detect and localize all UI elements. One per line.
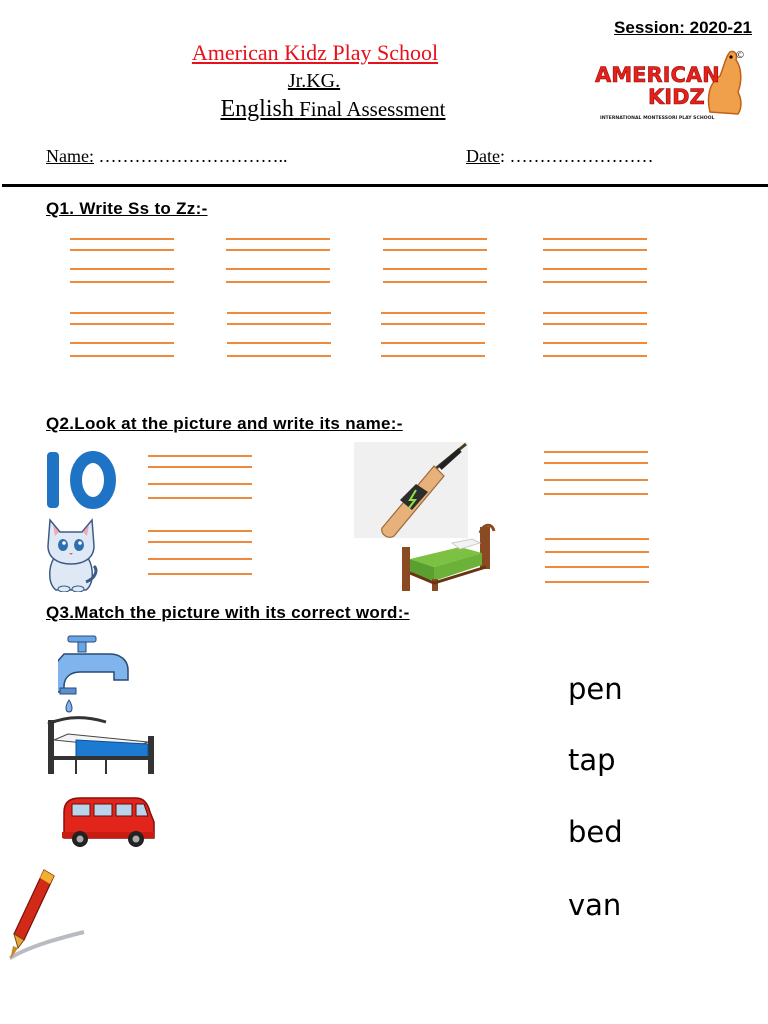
header-divider xyxy=(2,184,768,187)
grade-label: Jr.KG. xyxy=(287,70,341,92)
name-label: Name: xyxy=(46,146,94,166)
name-field xyxy=(46,146,287,167)
logo-mark: © xyxy=(735,50,745,61)
date-dots: : …………………… xyxy=(499,146,654,166)
assessment-label: Final Assessment xyxy=(299,97,446,121)
school-name: American Kidz Play School xyxy=(191,40,439,65)
number-ten-picture xyxy=(44,448,120,512)
q1-title: Q1. Write Ss to Zz:- xyxy=(46,199,208,218)
writing-lines xyxy=(70,312,174,360)
writing-lines xyxy=(226,238,330,286)
writing-lines xyxy=(543,312,647,360)
school-logo xyxy=(592,46,752,122)
q2-title: Q2.Look at the picture and write its name:- xyxy=(46,414,403,433)
q3-title: Q3.Match the picture with its correct word:- xyxy=(46,603,410,622)
writing-lines xyxy=(70,238,174,286)
pen-picture xyxy=(0,866,86,962)
cat-picture xyxy=(44,512,98,592)
writing-lines xyxy=(148,455,252,503)
assessment-title xyxy=(150,96,516,123)
date-field xyxy=(466,146,654,167)
bed-picture-blue xyxy=(46,714,156,776)
date-label: Date xyxy=(466,146,500,166)
bed-picture xyxy=(400,521,496,593)
match-word-van: van xyxy=(568,888,622,922)
name-dots: ………………………….. xyxy=(93,146,288,166)
tap-picture xyxy=(58,632,132,716)
writing-lines xyxy=(227,312,331,360)
writing-lines xyxy=(148,530,252,578)
writing-lines xyxy=(545,538,649,586)
match-word-pen: pen xyxy=(568,672,623,706)
logo-text-line2: KIDZ xyxy=(648,85,705,109)
logo-text-line1: AMERICAN xyxy=(595,63,720,87)
subject-label: English xyxy=(220,96,294,122)
writing-lines xyxy=(383,238,487,286)
match-word-bed: bed xyxy=(568,815,623,849)
writing-lines xyxy=(381,312,485,360)
van-picture xyxy=(60,794,156,850)
writing-lines xyxy=(543,238,647,286)
session-label: Session: 2020-21 xyxy=(614,18,752,37)
match-word-tap: tap xyxy=(568,743,616,777)
writing-lines xyxy=(544,451,648,499)
logo-tagline: INTERNATIONAL MONTESSORI PLAY SCHOOL xyxy=(600,116,715,121)
